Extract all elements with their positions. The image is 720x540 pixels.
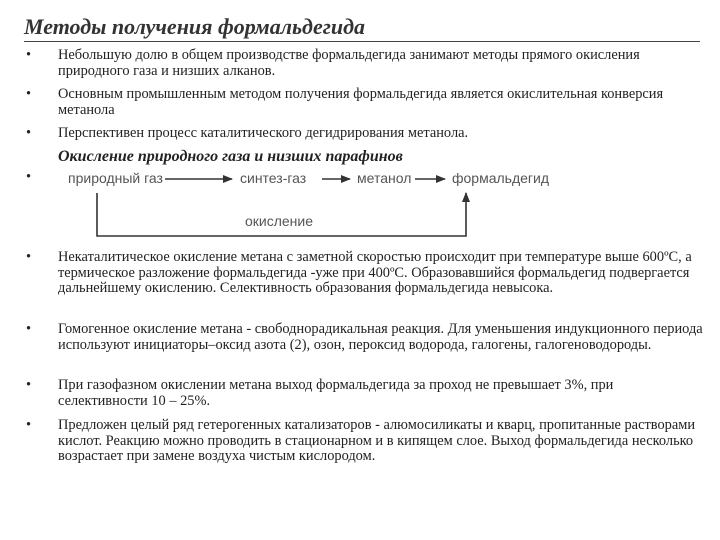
detail-item-text: Гомогенное окисление метана - свободнорадикальная реакция. Для уменьшения индукционного периода используют инициаторы–оксид азота (2), озон, пероксид водорода, галогены, галогеноводороды. (58, 321, 703, 353)
title-divider (24, 41, 700, 42)
intro-item-text: Основным промышленным методом получения формальдегида является окислительная конверсия метанола (58, 86, 664, 118)
detail-item-text: При газофазном окислении метана выход формальдегида за проход не превышает 3%, при селективности 10 – 25%. (58, 377, 614, 409)
node-syngas: синтез-газ (240, 170, 307, 186)
intro-item-text: Небольшую долю в общем производстве формальдегида занимают методы прямого окисления природного газа и низших алканов. (58, 47, 640, 79)
bullet: • (26, 47, 32, 63)
detail-item-text: Предложен целый ряд гетерогенных катализаторов - алюмосиликаты и кварц, пропитанные растворами кислот. Реакцию можно проводить в стационарном и в кипящем слое. Выход формальдегида несколько возрастает при замене воздуха чистым кислородом. (58, 417, 696, 464)
node-natural-gas: природный газ (68, 170, 163, 186)
intro-item-text: Перспективен процесс каталитического дегидрирования метанола. (58, 125, 469, 141)
bypass-label: окисление (245, 213, 314, 229)
bullet: • (26, 125, 32, 141)
page-title: Методы получения формальдегида (24, 14, 365, 39)
detail-item-text: Некаталитическое окисление метана с заметной скоростью происходит при температуре выше 600ºС, а термическое разложение формальдегида -уже при 400ºС. Образовавшийся формальдегид подвергается дальнейшему окислению. Селективность образования формальдегида невысока. (58, 249, 692, 296)
bullet: • (26, 169, 32, 185)
node-methanol: метанол (357, 170, 412, 186)
bullet: • (26, 417, 32, 433)
node-formaldehyde: формальдегид (452, 170, 550, 186)
bullet: • (26, 249, 32, 265)
bypass-arrow (97, 193, 466, 236)
bullet: • (26, 321, 32, 337)
bullet: • (26, 377, 32, 393)
bullet: • (26, 86, 32, 102)
section-title: Окисление природного газа и низших парафинов (58, 148, 403, 165)
